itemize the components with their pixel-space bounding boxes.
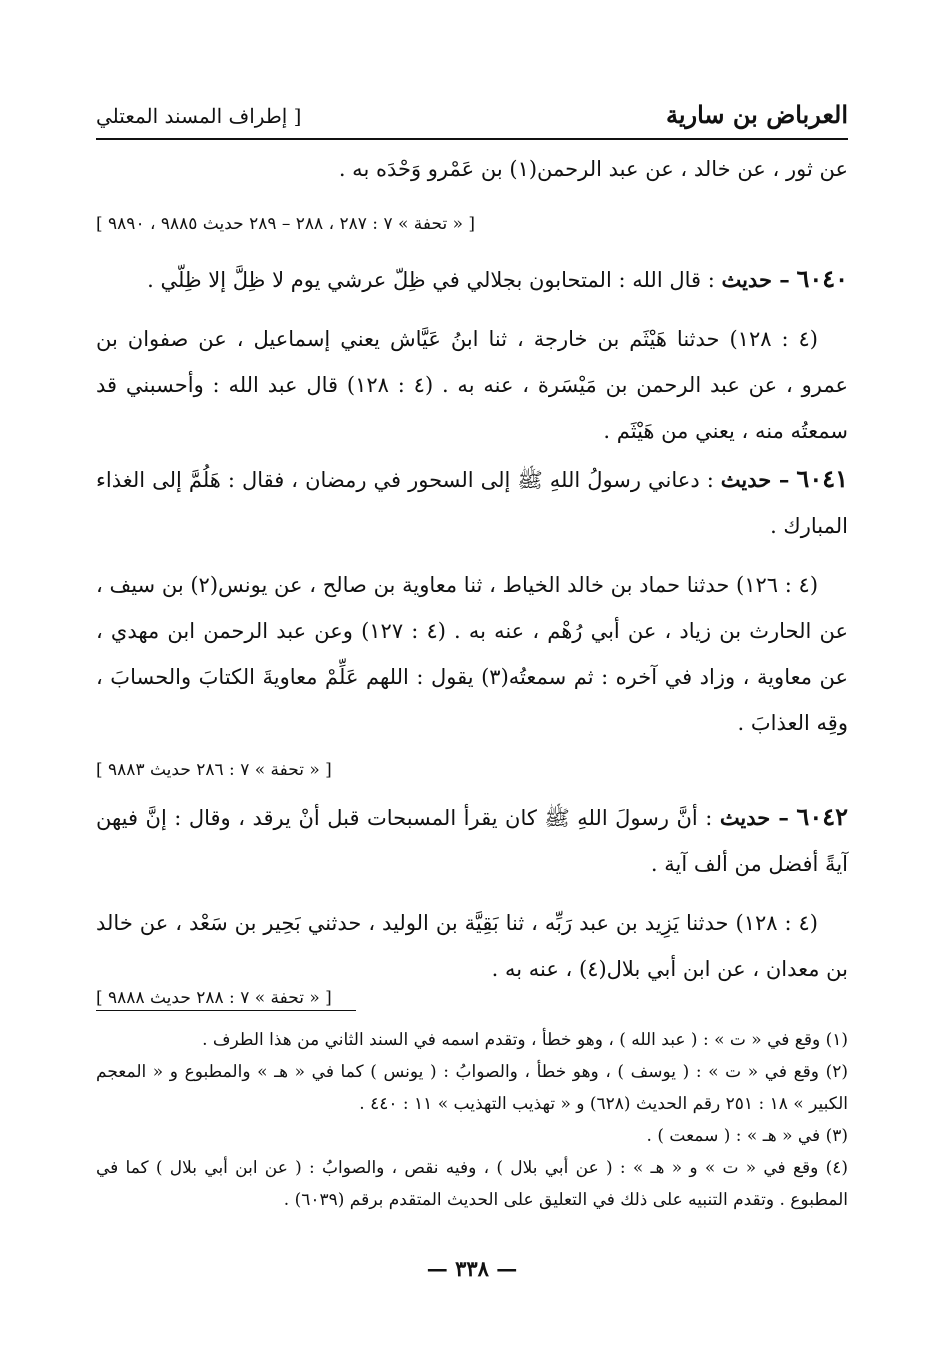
reference-tuhfa-2: [ « تحفة » ٧ : ٢٨٦ حديث ٩٨٨٣ ]: [96, 760, 332, 780]
footnotes: [96, 1024, 848, 1216]
header-title-left: [ إطراف المسند المعتلي: [96, 104, 302, 128]
header-rule: [96, 138, 848, 140]
footnote-divider: [96, 1010, 356, 1011]
hadith-label: – حديث: [719, 805, 789, 830]
hadith-6041-heading: [96, 456, 848, 549]
reference-tuhfa-3: [ « تحفة » ٧ : ٢٨٨ حديث ٩٨٨٨ ]: [96, 988, 332, 1008]
footnote-2: (٢) وقع في « ت » : ( يوسف ) ، وهو خطأ ، والصوابُ : ( يونس ) كما في « هـ » والمطبوع و « المعجم الكبير » ١٨ : ٢٥١ رقم الحديث (٦٢٨) و « تهذيب التهذيب » ١١ : ٤٤٠ .: [96, 1062, 848, 1114]
footnote-1: (١) وقع في « ت » : ( عبد الله ) ، وهو خطأ ، وتقدم اسمه في السند الثاني من هذا الطرف .: [202, 1030, 848, 1050]
page-number: — ٣٣٨ —: [426, 1256, 518, 1281]
hadith-label: – حديث: [720, 467, 790, 492]
footnote-3: (٣) في « هـ » : ( سمعت ) .: [646, 1126, 848, 1146]
hadith-6042-isnad: (٤ : ١٢٨) حدثنا يَزِيد بن عبد رَبِّه ، ثنا بَقِيَّة بن الوليد ، حدثني بَحِير بن سَعْد ، عن خالد بن معدان ، عن ابن أبي بلال(٤) ، عنه به .: [96, 911, 848, 981]
hadith-text: : دعاني رسولُ اللهِ ﷺ إلى السحور في رمضان ، فقال : هَلُمَّ إلى الغذاء المبارك .: [96, 468, 848, 538]
hadith-number: ٦٠٤١: [796, 464, 848, 493]
hadith-text: : أنَّ رسولَ اللهِ ﷺ كان يقرأ المسبحات قبل أنْ يرقد ، وقال : إنَّ فيهن آيةً أفضل من ألف آية .: [96, 806, 848, 876]
hadith-6041-isnad: (٤ : ١٢٦) حدثنا حماد بن خالد الخياط ، ثنا معاوية بن صالح ، عن يونس(٢) بن سيف ، عن الحارث بن زياد ، عن أبي رُهْم ، عنه به . (٤ : ١٢٧) وعن عبد الرحمن ابن مهدي ، عن معاوية ، وزاد في آخره : ثم سمعتُه(٣) يقول : اللهم عَلِّمْ معاويةَ الكتابَ والحسابَ ، وقِه العذابَ .: [96, 573, 849, 735]
reference-tuhfa-1: [ « تحفة » ٧ : ٢٨٧ ، ٢٨٨ – ٢٨٩ حديث ٩٨٨٥ ، ٩٨٩٠ ]: [96, 214, 476, 234]
hadith-label: – حديث: [721, 267, 790, 292]
footnote-4: (٤) وقع في « ت » و « هـ » : ( عن أبي بلال ) ، وفيه نقص ، والصوابُ : ( عن ابن أبي بلال ) كما في المطبوع . وتقدم التنبيه على ذلك في التعليق على الحديث المتقدم برقم (٦٠٣٩) .: [96, 1158, 848, 1210]
hadith-6040-heading: [96, 256, 848, 303]
hadith-number: ٦٠٤٢: [796, 802, 848, 831]
intro-line: عن ثور ، عن خالد ، عن عبد الرحمن(١) بن عَمْرو وَحْدَه به .: [338, 157, 848, 181]
hadith-text: : قال الله : المتحابون بجلالي في ظِلّ عرشي يوم لا ظِلَّ إلا ظِلّي .: [147, 268, 715, 292]
book-page: [96, 88, 848, 1288]
header-title-right: العرباض بن سارية: [665, 100, 848, 129]
hadith-number: ٦٠٤٠: [796, 264, 848, 293]
hadith-6040-isnad: (٤ : ١٢٨) حدثنا هَيْثَم بن خارجة ، ثنا ابنُ عَيَّاش يعني إسماعيل ، عن صفوان بن عمرو ، عن عبد الرحمن بن مَيْسَرة ، عنه به . (٤ : ١٢٨) قال عبد الله : وأحسبني قد سمعتُه منه ، يعني من هَيْثَم .: [96, 327, 848, 443]
hadith-6042-heading: [96, 794, 848, 887]
running-header: [96, 96, 848, 136]
